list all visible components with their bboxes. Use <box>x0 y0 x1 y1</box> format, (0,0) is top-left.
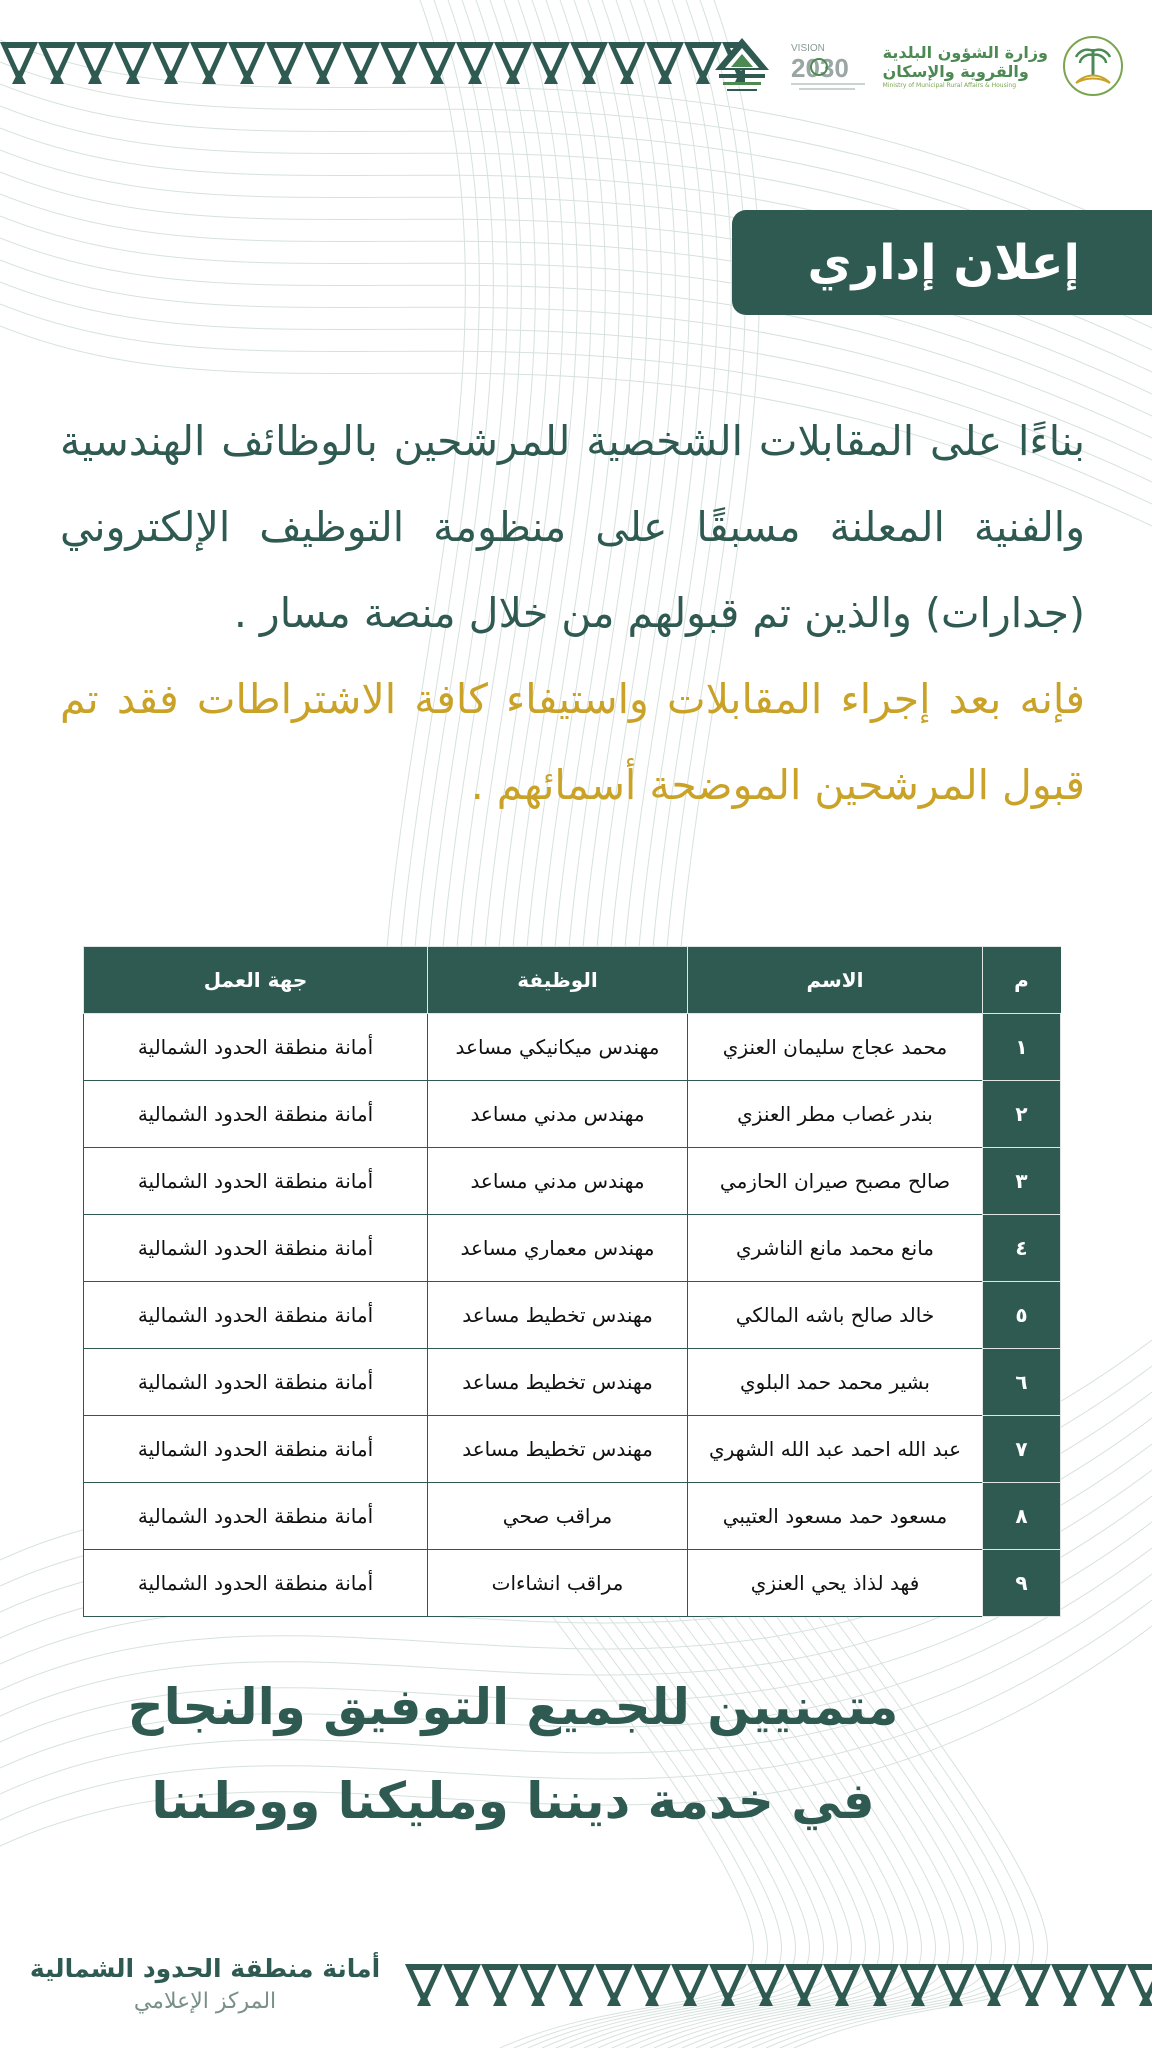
row-job: مهندس مدني مساعد <box>428 1081 688 1148</box>
bottom-triangle-pattern <box>405 1962 1152 2008</box>
ministry-name-line1: وزارة الشؤون البلدية <box>882 42 1048 62</box>
amana-logo-icon <box>709 36 775 96</box>
row-name: مسعود حمد مسعود العتيبي <box>688 1483 983 1550</box>
header-workplace: جهة العمل <box>84 947 428 1014</box>
closing-line-1: متمنيين للجميع التوفيق والنجاح <box>127 1678 899 1736</box>
table-header-row <box>84 947 1061 1014</box>
row-job: مهندس معماري مساعد <box>428 1215 688 1282</box>
intro-paragraph: بناءًا على المقابلات الشخصية للمرشحين بالوظائف الهندسية والفنية المعلنة مسبقًا على منظومة التوظيف الإلكتروني (جدارات) والذين تم قبولهم من خلال منصة مسار . <box>60 417 1085 637</box>
row-index: ٤ <box>983 1215 1061 1282</box>
footer-organization: أمانة منطقة الحدود الشمالية <box>29 1954 381 1983</box>
footer <box>20 1952 390 2018</box>
row-workplace: أمانة منطقة الحدود الشمالية <box>84 1416 428 1483</box>
row-index: ٥ <box>983 1282 1061 1349</box>
row-workplace: أمانة منطقة الحدود الشمالية <box>84 1483 428 1550</box>
candidates-table-container <box>83 946 1060 1617</box>
row-job: مراقب انشاءات <box>428 1550 688 1617</box>
closing-message <box>60 1660 966 1848</box>
row-name: عبد الله احمد عبد الله الشهري <box>688 1416 983 1483</box>
row-name: بندر غصاب مطر العنزي <box>688 1081 983 1148</box>
table-row <box>84 1416 1061 1483</box>
ministry-name-en: Ministry of Municipal Rural Affairs & Housing <box>882 81 1016 89</box>
table-row <box>84 1081 1061 1148</box>
row-workplace: أمانة منطقة الحدود الشمالية <box>84 1081 428 1148</box>
table-row <box>84 1148 1061 1215</box>
table-row <box>84 1215 1061 1282</box>
row-job: مهندس ميكانيكي مساعد <box>428 1014 688 1081</box>
footer-department: المركز الإعلامي <box>133 1989 277 2014</box>
header-job: الوظيفة <box>428 947 688 1014</box>
announcement-banner <box>732 210 1152 315</box>
ministry-name-line2: والقروية والإسكان <box>882 61 1029 81</box>
palm-swords-emblem-icon <box>1062 35 1124 97</box>
row-index: ١ <box>983 1014 1061 1081</box>
vision-year: 2030 <box>790 53 849 83</box>
header-index: م <box>983 947 1061 1014</box>
row-job: مهندس تخطيط مساعد <box>428 1282 688 1349</box>
header-name: الاسم <box>688 947 983 1014</box>
row-name: صالح مصبح صيران الحازمي <box>688 1148 983 1215</box>
row-workplace: أمانة منطقة الحدود الشمالية <box>84 1215 428 1282</box>
row-workplace: أمانة منطقة الحدود الشمالية <box>84 1014 428 1081</box>
row-index: ٣ <box>983 1148 1061 1215</box>
announcement-title: إعلان إداري <box>807 234 1080 291</box>
row-workplace: أمانة منطقة الحدود الشمالية <box>84 1148 428 1215</box>
row-job: مهندس مدني مساعد <box>428 1148 688 1215</box>
row-index: ٢ <box>983 1081 1061 1148</box>
table-row <box>84 1014 1061 1081</box>
row-workplace: أمانة منطقة الحدود الشمالية <box>84 1282 428 1349</box>
header-logos <box>709 32 1124 100</box>
closing-line-2: في خدمة ديننا ومليكنا ووطننا <box>151 1772 875 1830</box>
vision-word: VISION <box>790 43 825 54</box>
row-job: مراقب صحي <box>428 1483 688 1550</box>
row-name: مانع محمد مانع الناشري <box>688 1215 983 1282</box>
top-triangle-pattern <box>0 40 745 86</box>
table-body <box>84 1014 1061 1617</box>
row-name: بشير محمد حمد البلوي <box>688 1349 983 1416</box>
row-workplace: أمانة منطقة الحدود الشمالية <box>84 1349 428 1416</box>
row-index: ٧ <box>983 1416 1061 1483</box>
row-index: ٨ <box>983 1483 1061 1550</box>
row-job: مهندس تخطيط مساعد <box>428 1349 688 1416</box>
table-row <box>84 1282 1061 1349</box>
row-name: فهد لذاذ يحي العنزي <box>688 1550 983 1617</box>
row-job: مهندس تخطيط مساعد <box>428 1416 688 1483</box>
table-header <box>84 947 1061 1014</box>
row-index: ٦ <box>983 1349 1061 1416</box>
table-row <box>84 1550 1061 1617</box>
row-index: ٩ <box>983 1550 1061 1617</box>
row-name: محمد عجاج سليمان العنزي <box>688 1014 983 1081</box>
intro-highlight: فإنه بعد إجراء المقابلات واستيفاء كافة الاشتراطات فقد تم قبول المرشحين الموضحة أسمائهم . <box>60 675 1085 809</box>
table-row <box>84 1349 1061 1416</box>
table-row <box>84 1483 1061 1550</box>
row-name: خالد صالح باشه المالكي <box>688 1282 983 1349</box>
row-workplace: أمانة منطقة الحدود الشمالية <box>84 1550 428 1617</box>
vision-2030-logo <box>789 39 869 93</box>
ministry-logo-text <box>883 43 1048 90</box>
candidates-table <box>83 946 1061 1617</box>
intro-text <box>60 398 1085 828</box>
